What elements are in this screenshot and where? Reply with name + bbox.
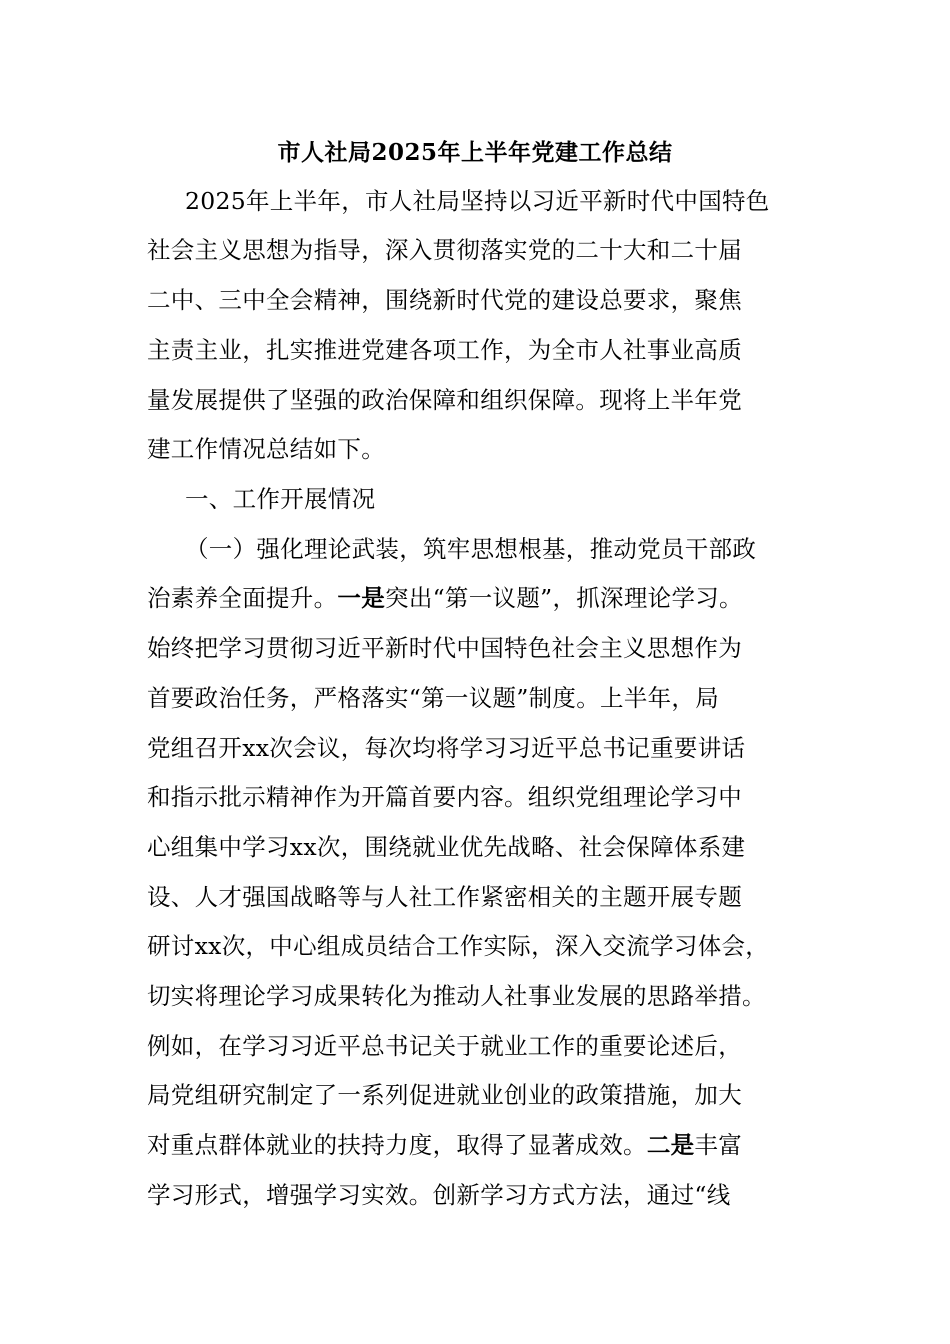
paragraph-line: 和指示批示精神作为开篇首要内容。组织党组理论学习中	[147, 783, 742, 811]
paragraph-line: 学习形式，增强学习实效。创新学习方式方法，通过“线	[147, 1181, 731, 1209]
paragraph-line: 心组集中学习xx次，围绕就业优先战略、社会保障体系建	[147, 833, 746, 861]
paragraph-line: 2025年上半年，市人社局坚持以习近平新时代中国特色	[185, 187, 770, 215]
paragraph-line: 量发展提供了坚强的政治保障和组织保障。现将上半年党	[147, 386, 742, 414]
paragraph-line: 局党组研究制定了一系列促进就业创业的政策措施，加大	[147, 1081, 742, 1109]
paragraph-line: 主责主业，扎实推进党建各项工作，为全市人社事业高质	[147, 336, 742, 364]
paragraph-line: 建工作情况总结如下。	[147, 435, 385, 463]
paragraph-line	[147, 582, 743, 614]
paragraph-line: 设、人才强国战略等与人社工作紧密相关的主题开展专题	[147, 883, 742, 911]
paragraph-line: 党组召开xx次会议，每次均将学习习近平总书记重要讲话	[147, 734, 746, 762]
paragraph-line: 首要政治任务，严格落实“第一议题”制度。上半年，局	[147, 684, 720, 712]
paragraph-line: 研讨xx次，中心组成员结合工作实际，深入交流学习体会，	[147, 932, 770, 960]
point-marker-two: 二是	[646, 1131, 695, 1159]
subsection-heading-line: （一）强化理论武装，筑牢思想根基，推动党员干部政	[185, 535, 757, 563]
paragraph-line: 社会主义思想为指导，深入贯彻落实党的二十大和二十届	[147, 236, 742, 264]
document-title: 市人社局2025年上半年党建工作总结	[277, 139, 673, 166]
point-marker-one: 一是	[337, 584, 386, 612]
paragraph-line: 始终把学习贯彻习近平新时代中国特色社会主义思想作为	[147, 634, 742, 662]
point-two-text: 丰富	[694, 1131, 743, 1159]
paragraph-line: 切实将理论学习成果转化为推动人社事业发展的思路举措。	[147, 982, 766, 1010]
paragraph-line	[147, 1129, 742, 1161]
paragraph-line: 例如，在学习习近平总书记关于就业工作的重要论述后，	[147, 1032, 742, 1060]
paragraph-text: 对重点群体就业的扶持力度，取得了显著成效。	[147, 1131, 647, 1159]
point-one-text: 突出“第一议题”，抓深理论学习。	[385, 584, 743, 612]
section-heading: 一、工作开展情况	[185, 485, 376, 513]
subsection-heading-end: 治素养全面提升。	[147, 584, 338, 612]
paragraph-line: 二中、三中全会精神，围绕新时代党的建设总要求，聚焦	[147, 286, 742, 314]
